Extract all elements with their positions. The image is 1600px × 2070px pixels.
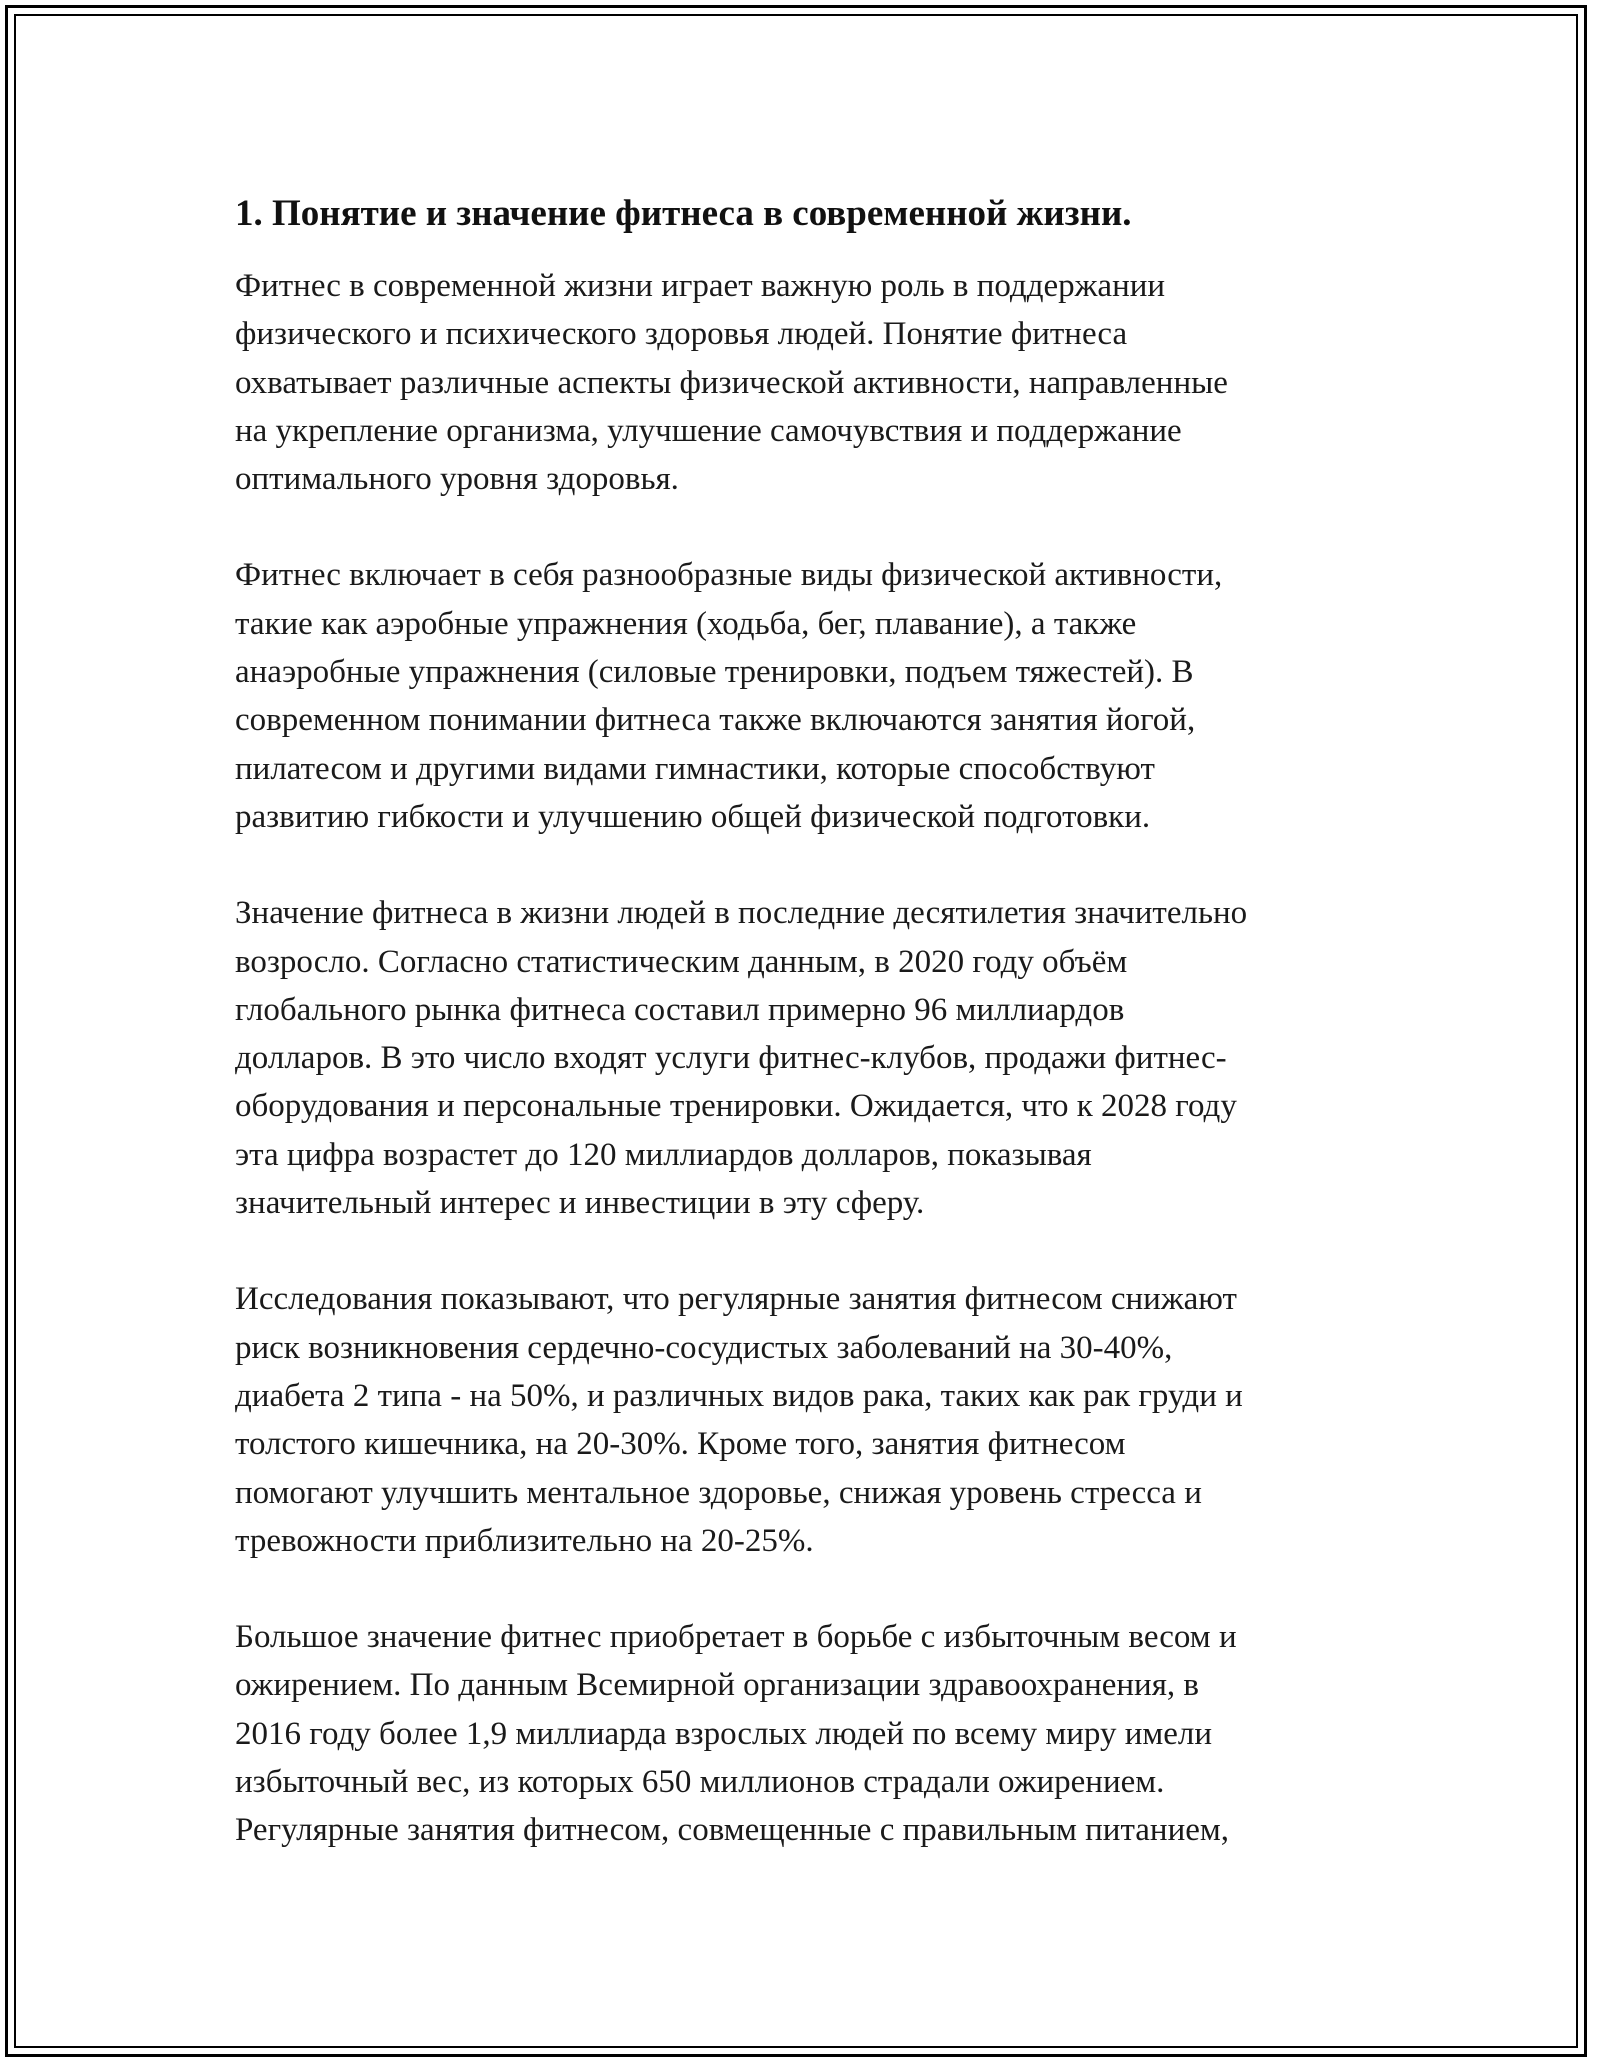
- paragraph-line: оборудования и персональные тренировки. Ожидается, что к 2028 году: [235, 1088, 1237, 1125]
- paragraphs-container: [235, 262, 1385, 1855]
- paragraph-line: ожирением. По данным Всемирной организации здравоохранения, в: [235, 1667, 1199, 1704]
- paragraph: [235, 1275, 1385, 1565]
- paragraph-line: современном понимании фитнеса также включаются занятия йогой,: [235, 702, 1196, 739]
- paragraph: [235, 1613, 1385, 1854]
- paragraph-line: риск возникновения сердечно-сосудистых заболеваний на 30-40%,: [235, 1329, 1173, 1366]
- paragraph-line: охватывает различные аспекты физической активности, направленные: [235, 364, 1228, 401]
- paragraph-line: помогают улучшить ментальное здоровье, снижая уровень стресса и: [235, 1474, 1202, 1511]
- paragraph-line: Большое значение фитнес приобретает в борьбе с избыточным весом и: [235, 1619, 1237, 1656]
- paragraph-line: анаэробные упражнения (силовые тренировки, подъем тяжестей). В: [235, 654, 1194, 691]
- paragraph-line: возросло. Согласно статистическим данным, в 2020 году объём: [235, 943, 1128, 980]
- paragraph-line: Значение фитнеса в жизни людей в последние десятилетия значительно: [235, 895, 1248, 932]
- paragraph-line: толстого кишечника, на 20-30%. Кроме того, занятия фитнесом: [235, 1426, 1126, 1463]
- paragraph: [235, 889, 1385, 1227]
- paragraph: [235, 551, 1385, 841]
- paragraph-line: Фитнес включает в себя разнообразные виды физической активности,: [235, 557, 1223, 594]
- paragraph-line: оптимального уровня здоровья.: [235, 461, 679, 498]
- document-body: [235, 188, 1385, 1903]
- paragraph-line: такие как аэробные упражнения (ходьба, бег, плавание), а также: [235, 605, 1137, 642]
- paragraph-line: физического и психического здоровья людей. Понятие фитнеса: [235, 316, 1128, 353]
- paragraph-line: долларов. В это число входят услуги фитнес-клубов, продажи фитнес-: [235, 1040, 1227, 1077]
- paragraph: [235, 262, 1385, 503]
- paragraph-line: на укрепление организма, улучшение самочувствия и поддержание: [235, 412, 1182, 449]
- paragraph-line: эта цифра возрастет до 120 миллиардов долларов, показывая: [235, 1136, 1092, 1173]
- paragraph-line: 2016 году более 1,9 миллиарда взрослых людей по всему миру имели: [235, 1715, 1213, 1752]
- paragraph-line: значительный интерес и инвестиции в эту сферу.: [235, 1185, 925, 1222]
- paragraph-line: Регулярные занятия фитнесом, совмещенные с правильным питанием,: [235, 1812, 1230, 1849]
- paragraph-line: избыточный вес, из которых 650 миллионов страдали ожирением.: [235, 1764, 1165, 1801]
- paragraph-line: диабета 2 типа - на 50%, и различных видов рака, таких как рак груди и: [235, 1377, 1243, 1414]
- paragraph-line: развитию гибкости и улучшению общей физической подготовки.: [235, 798, 1151, 835]
- paragraph-line: тревожности приблизительно на 20-25%.: [235, 1522, 814, 1559]
- paragraph-line: глобального рынка фитнеса составил примерно 96 миллиардов: [235, 991, 1125, 1028]
- paragraph-line: пилатесом и другими видами гимнастики, которые способствуют: [235, 750, 1155, 787]
- section-heading: 1. Понятие и значение фитнеса в современной жизни.: [235, 193, 1132, 234]
- paragraph-line: Исследования показывают, что регулярные занятия фитнесом снижают: [235, 1281, 1237, 1318]
- paragraph-line: Фитнес в современной жизни играет важную роль в поддержании: [235, 268, 1166, 304]
